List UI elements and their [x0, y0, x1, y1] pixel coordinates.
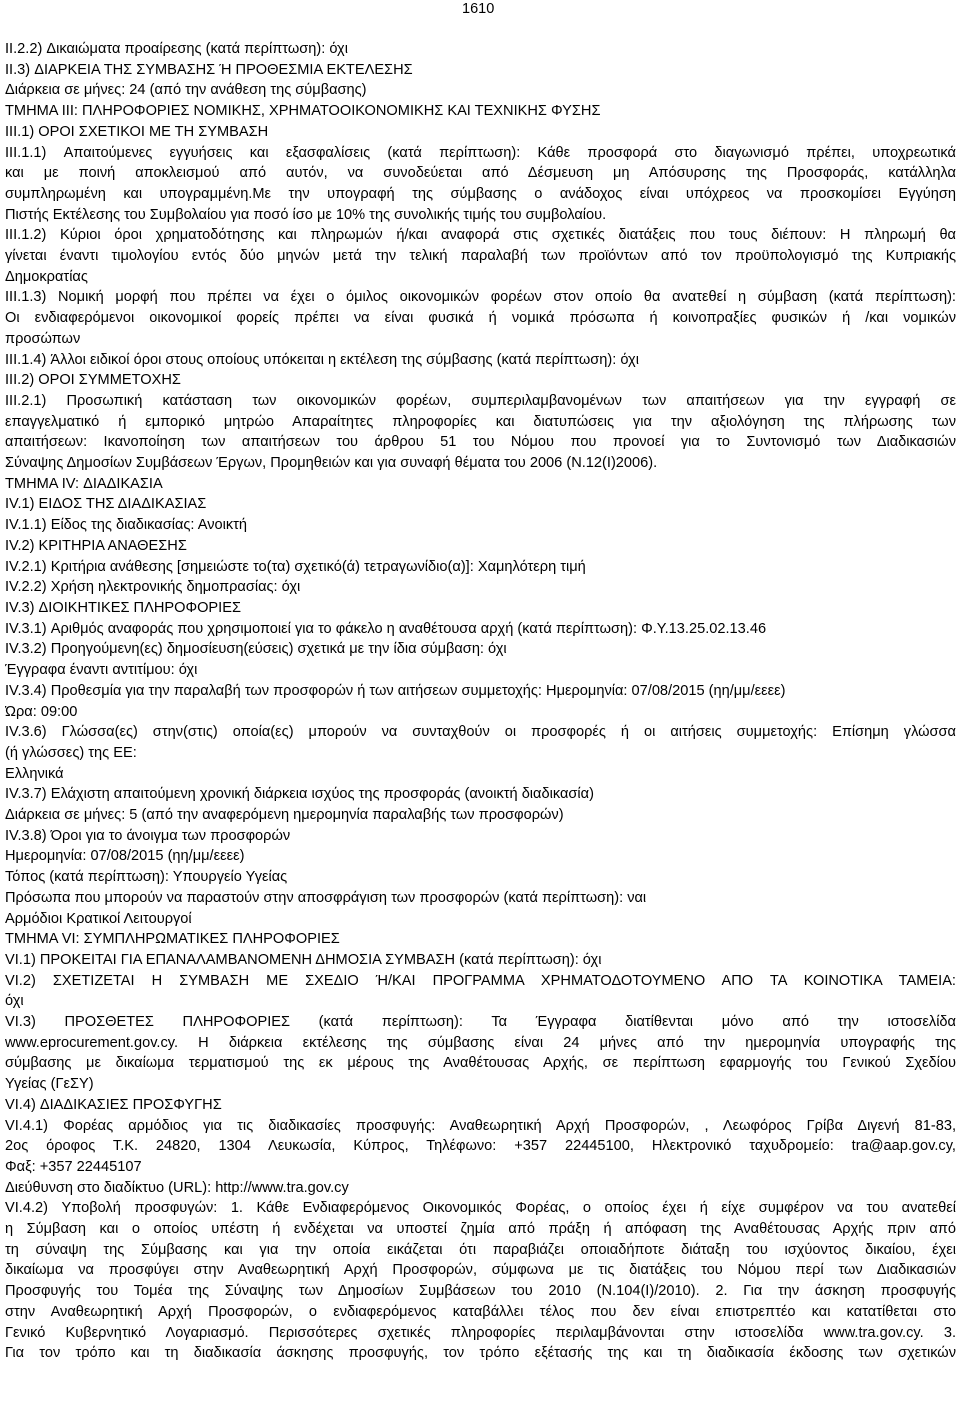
text-line: Ημερομηνία: 07/08/2015 (ηη/μμ/εεεε) [5, 848, 245, 865]
text-line: IV.2.2) Χρήση ηλεκτρονικής δημοπρασίας: όχι [5, 579, 301, 596]
text-line: Προσφυγής του Τομέα της Σύναψης των Δημοσίων Συμβάσεων του 2010 (Ν.104(Ι)/2010). 2. Για την άσκηση προσφυγής [5, 1283, 956, 1300]
text-line: III.1) ΟΡΟΙ ΣΧΕΤΙΚΟΙ ΜΕ ΤΗ ΣΥΜΒΑΣΗ [5, 123, 269, 140]
text-line: Διάρκεια σε μήνες: 5 (από την αναφερόμενη ημερομηνία παραλαβής των προσφορών) [5, 807, 564, 824]
text-line: Διάρκεια σε μήνες: 24 (από την ανάθεση της σύμβασης) [5, 82, 367, 99]
text-line: III.1.3) Νομική μορφή που πρέπει να έχει ο όμιλος οικονομικών φορέων στον οποίο θα ανατεθεί η σύμβαση (κατά περίπτωση): [5, 289, 956, 306]
text-line: Ελληνικά [5, 765, 64, 782]
text-line: IV.3.7) Ελάχιστη απαιτούμενη χρονική διάρκεια ισχύος της προσφοράς (ανοικτή διαδικασία) [5, 786, 594, 803]
text-line: Τόπος (κατά περίπτωση): Υπουργείο Υγείας [5, 869, 288, 886]
text-line: ΤΜΗΜΑ VI: ΣΥΜΠΛΗΡΩΜΑΤΙΚΕΣ ΠΛΗΡΟΦΟΡΙΕΣ [5, 931, 340, 948]
text-line: IV.3) ΔΙΟΙΚΗΤΙΚΕΣ ΠΛΗΡΟΦΟΡΙΕΣ [5, 599, 241, 616]
text-line: τη σύναψη της Σύμβασης και για την οποία εικάζεται ότι παραβιάζει οποιαδήποτε διάταξη του ισχύοντος δικαίου, έχει [5, 1241, 956, 1258]
text-line: www.eprocurement.gov.cy. Η διάρκεια εκτέλεσης της σύμβασης είναι 24 μήνες από την ημερομηνία υπογραφής της [5, 1034, 956, 1051]
text-line: III.1.1) Απαιτούμενες εγγυήσεις και εξασφαλίσεις (κατά περίπτωση): Κάθε προσφορά στο διαγωνισμό πρέπει, υποχρεωτικά [5, 144, 956, 161]
text-line: Ώρα: 09:00 [5, 703, 78, 720]
text-line: επαγγελματικό ή εμπορικό μητρώο Απαραίτητες πληροφορίες και διατυπώσεις για την αξιολόγηση της πλήρωσης των [5, 413, 956, 430]
text-line: IV.3.6) Γλώσσα(ες) στην(στις) οποία(ες) μπορούν να συνταχθούν οι προσφορές ή οι αιτήσεις συμμετοχής: Επίσημη γλώσσα [5, 724, 956, 741]
text-line: VI.1) ΠΡΟΚΕΙΤΑΙ ΓΙΑ ΕΠΑΝΑΛΑΜΒΑΝΟΜΕΝΗ ΔΗΜΟΣΙΑ ΣΥΜΒΑΣΗ (κατά περίπτωση): όχι [5, 951, 602, 968]
text-line: VI.3) ΠΡΟΣΘΕΤΕΣ ΠΛΗΡΟΦΟΡΙΕΣ (κατά περίπτωση): Τα Έγγραφα διατίθενται μόνο από την ιστοσελίδα [5, 1014, 956, 1031]
text-line: IV.3.1) Αριθμός αναφοράς που χρησιμοποιεί για το φάκελο η αναθέτουσα αρχή (κατά περίπτωση): Φ.Υ.13.25.02.13.46 [5, 620, 767, 637]
text-line: η Σύμβαση και ο οποίος υπέστη ή ενδέχεται να υποστεί ζημία από πράξη ή απόφαση της Αναθέτουσας Αρχής πριν από [5, 1221, 956, 1238]
text-line: IV.2) ΚΡΙΤΗΡΙΑ ΑΝΑΘΕΣΗΣ [5, 537, 187, 554]
text-line: όχι [5, 993, 24, 1010]
text-line: IV.3.4) Προθεσμία για την παραλαβή των προσφορών ή των αιτήσεων συμμετοχής: Ημερομηνία: 07/08/2015 (ηη/μμ/εεεε) [5, 682, 786, 699]
text-line: δικαίωμα να προσφύγει στην Αναθεωρητική Αρχή Προσφορών, σύμφωνα με τις διατάξεις του Νόμου περί των Διαδικασιών [5, 1262, 956, 1279]
text-line: Φαξ: +357 22445107 [5, 1158, 142, 1175]
text-line: Γενικό Κυβερνητικό Λογαριασμό. Περισσότερες σχετικές πληροφορίες περιλαμβάνονται στην ιστοσελίδα www.tra.gov.cy. 3. [5, 1324, 956, 1341]
text-line: και με ποινή αποκλεισμού από αυτόν, να συνοδεύεται από Δέσμευση μη Απόσυρσης της Προσφοράς, κατάλληλα [5, 165, 956, 182]
text-line: IV.3.2) Προηγούμενη(ες) δημοσίευση(εύσεις) σχετικά με την ίδια σύμβαση: όχι [5, 641, 507, 658]
text-line: γίνεται έναντι τιμολογίου εντός δύο μηνών μετά την τελική παραλαβή των προϊόντων από τον προϋπολογισμό της Κυπριακής [5, 248, 956, 265]
text-line: Διεύθυνση στο διαδίκτυο (URL): http://www.tra.gov.cy [5, 1179, 349, 1196]
text-line: Δημοκρατίας [5, 268, 88, 285]
text-line: σύμβασης με δικαίωμα τερματισμού της εκ μέρους της Αναθέτουσας Αρχής, σε περίπτωση εφαρμογής του Γενικού Σχεδίου [5, 1055, 956, 1072]
text-line: 2ος όροφος Τ.Κ. 24820, 1304 Λευκωσία, Κύπρος, Τηλέφωνο: +357 22445100, Ηλεκτρονικό ταχυδρομείο: tra@aap.gov.cy, [5, 1138, 956, 1155]
text-line: ΤΜΗΜΑ III: ΠΛΗΡΟΦΟΡΙΕΣ ΝΟΜΙΚΗΣ, ΧΡΗΜΑΤΟΟΙΚΟΝΟΜΙΚΗΣ ΚΑΙ ΤΕΧΝΙΚΗΣ ΦΥΣΗΣ [5, 103, 601, 120]
text-line: IV.3.8) Όροι για το άνοιγμα των προσφορών [5, 827, 291, 844]
text-line: VI.2) ΣΧΕΤΙΖΕΤΑΙ Η ΣΥΜΒΑΣΗ ΜΕ ΣΧΕΔΙΟ Ή/ΚΑΙ ΠΡΟΓΡΑΜΜΑ ΧΡΗΜΑΤΟΔΟΤΟΥΜΕΝΟ ΑΠΟ ΤΑ ΚΟΙΝΟΤΙΚΑ ΤΑΜΕΙΑ: [5, 972, 956, 989]
text-line: Υγείας (ΓεΣΥ) [5, 1076, 94, 1093]
text-line: VI.4) ΔΙΑΔΙΚΑΣΙΕΣ ΠΡΟΣΦΥΓΗΣ [5, 1096, 222, 1113]
text-line: προσώπων [5, 330, 81, 347]
text-line: απαιτήσεων: Ικανοποίηση των απαιτήσεων του άρθρου 51 του Νόμου που προνοεί για το Συντονισμό των Διαδικασιών [5, 434, 956, 451]
text-line: Πρόσωπα που μπορούν να παραστούν στην αποσφράγιση των προσφορών (κατά περίπτωση): ναι [5, 889, 647, 906]
text-line: Αρμόδιοι Κρατικοί Λειτουργοί [5, 910, 192, 927]
text-line: IV.2.1) Κριτήρια ανάθεσης [σημειώστε το(τα) σχετικό(ά) τετραγωνίδιο(α)]: Χαμηλότερη τιμή [5, 558, 586, 575]
text-line: III.1.2) Κύριοι όροι χρηματοδότησης και πληρωμών ή/και αναφορά στις σχετικές διατάξεις που τους διέπουν: Η πληρωμή θα [5, 227, 956, 244]
text-line: III.1.4) Άλλοι ειδικοί όροι στους οποίους υπόκειται η εκτέλεση της σύμβασης (κατά περίπτωση): όχι [5, 351, 639, 368]
text-line: III.2) ΟΡΟΙ ΣΥΜΜΕΤΟΧΗΣ [5, 372, 181, 389]
text-line: II.2.2) Δικαιώματα προαίρεσης (κατά περίπτωση): όχι [5, 41, 348, 57]
text-line: Οι ενδιαφερόμενοι οικονομικοί φορείς πρέπει να είναι φυσικά ή νομικά πρόσωπα ή κοινοπραξίες φυσικών ή /και νομικών [5, 310, 956, 327]
text-line: στην Αναθεωρητική Αρχή Προσφορών, ο ενδιαφερόμενος καταβάλλει τέλος που δεν είναι επιστρεπτέο και κατατίθεται στο [5, 1303, 956, 1320]
text-line: III.2.1) Προσωπική κατάσταση των οικονομικών φορέων, συμπεριλαμβανομένων των απαιτήσεων για την εγγραφή σε [5, 392, 956, 409]
text-line: VI.4.2) Υποβολή προσφυγών: 1. Κάθε Ενδιαφερόμενος Οικονομικός Φορέας, ο οποίος έχει ή είχε συμφέρον να του ανατεθεί [5, 1200, 956, 1217]
document-body [5, 39, 956, 1364]
page-number: 1610 [462, 1, 495, 17]
text-line: συμπληρωμένη και υπογραμμένη.Με την υπογραφή της σύμβασης ο ανάδοχος είναι υπόχρεος να προσκομίσει Εγγύηση [5, 185, 956, 202]
text-line: Πιστής Εκτέλεσης του Συμβολαίου για ποσό ίσο με 10% της συνολικής τιμής του συμβολαίου. [5, 206, 607, 223]
text-line: Έγγραφα έναντι αντιτίμου: όχι [5, 662, 198, 679]
text-line: IV.1) ΕΙΔΟΣ ΤΗΣ ΔΙΑΔΙΚΑΣΙΑΣ [5, 496, 207, 513]
text-line: Σύναψης Δημοσίων Συμβάσεων Έργων, Προμηθειών και για συναφή θέματα του 2006 (Ν.12(Ι)2006). [5, 455, 658, 472]
text-line: ΤΜΗΜΑ IV: ΔΙΑΔΙΚΑΣΙΑ [5, 475, 163, 492]
text-line: VI.4.1) Φορέας αρμόδιος για τις διαδικασίες προσφυγής: Αναθεωρητική Αρχή Προσφορών, , Λεωφόρος Γρίβα Διγενή 81-83, [5, 1117, 956, 1134]
text-line: II.3) ΔΙΑΡΚΕΙΑ ΤΗΣ ΣΥΜΒΑΣΗΣ Ή ΠΡΟΘΕΣΜΙΑ ΕΚΤΕΛΕΣΗΣ [5, 61, 413, 78]
text-line: (ή γλώσσες) της ΕΕ: [5, 744, 137, 761]
text-line: Για τον τρόπο και τη διαδικασία άσκησης προσφυγής, τον τρόπο εξέτασής της και τη διαδικασία έκδοσης των σχετικών [5, 1345, 956, 1362]
text-line: IV.1.1) Είδος της διαδικασίας: Ανοικτή [5, 517, 248, 534]
